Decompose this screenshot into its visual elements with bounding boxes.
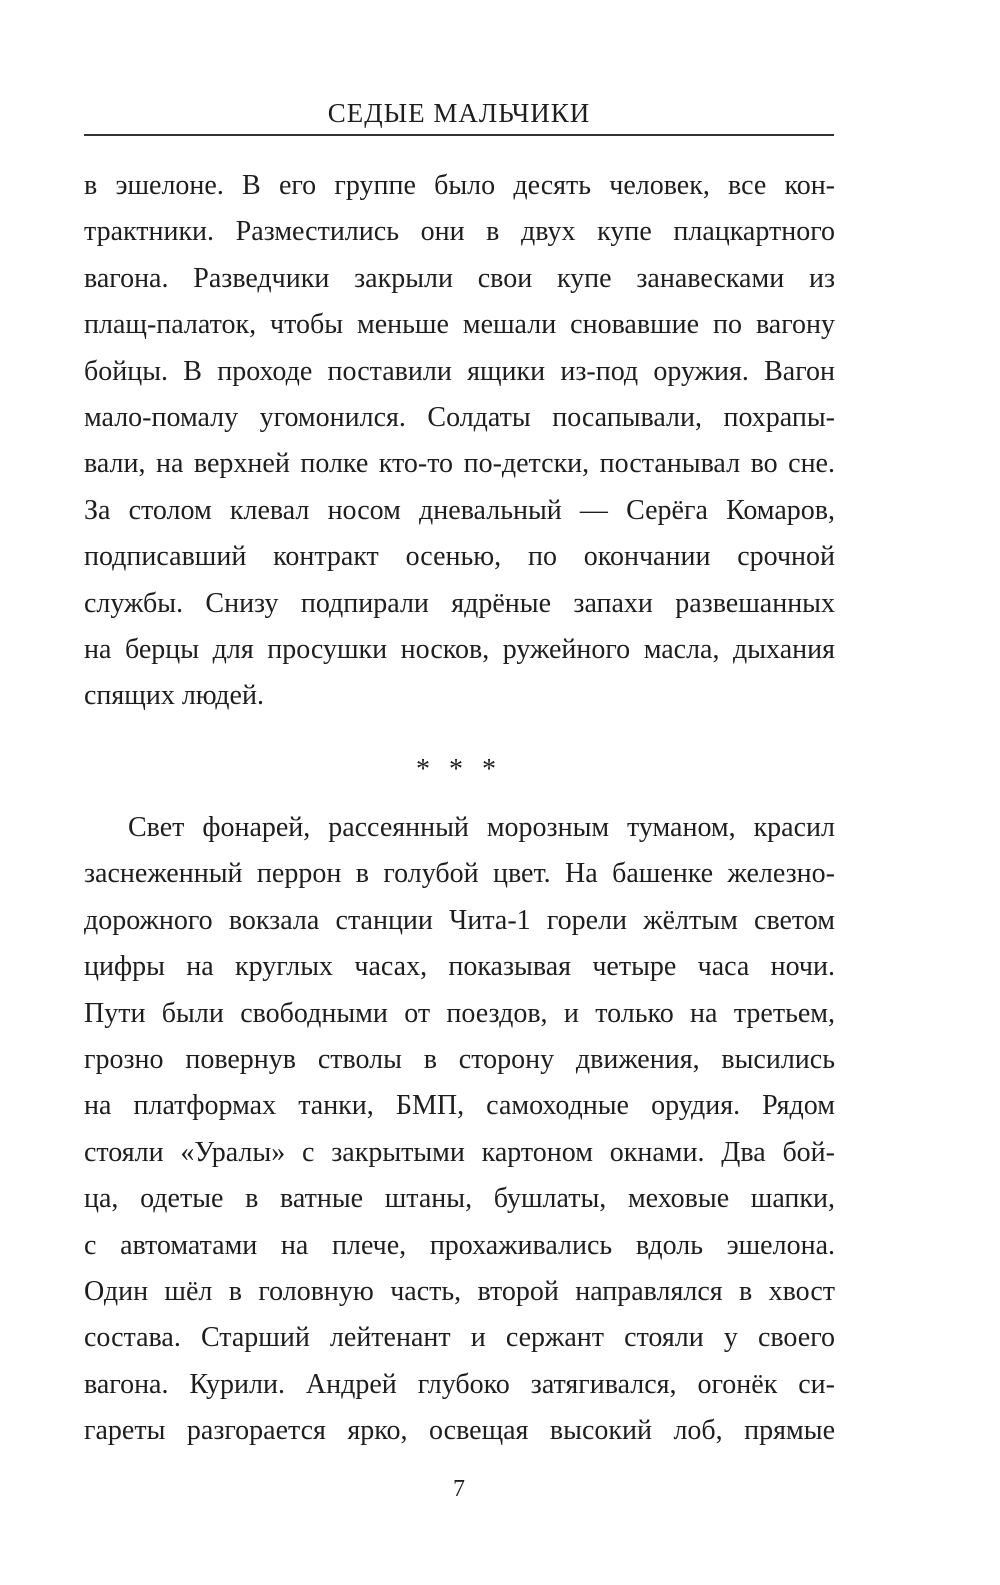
text-line: заснеженный перрон в голубой цвет. На башенке железно- <box>84 858 835 890</box>
text-line: Свет фонарей, рассеянный морозным туманом, красил <box>128 812 835 843</box>
text-line: плащ-палаток, чтобы меньше мешали сновавшие по вагону <box>84 309 835 341</box>
text-line: гареты разгорается ярко, освещая высокий лоб, прямые <box>84 1415 835 1447</box>
text-line: с автоматами на плече, прохаживались вдоль эшелона. <box>84 1229 835 1261</box>
text-line: мало-помалу угомонился. Солдаты посапывали, похрапы- <box>84 401 835 433</box>
text-line: спящих людей. <box>84 680 264 712</box>
text-line: трактники. Разместились они в двух купе плацкартного <box>84 216 835 248</box>
running-head: СЕДЫЕ МАЛЬЧИКИ <box>327 98 591 128</box>
text-line: Пути были свободными от поездов, и только на третьем, <box>84 997 835 1029</box>
text-line: вали, на верхней полке кто-то по-детски, постанывал во сне. <box>84 448 835 480</box>
text-line: стояли «Уралы» с закрытыми картоном окнами. Два бой- <box>84 1136 835 1168</box>
text-line: цифры на круглых часах, показывая четыре часа ночи. <box>84 951 835 983</box>
paragraph-new-scene <box>84 805 835 1454</box>
header-rule <box>84 134 834 136</box>
text-line: на берцы для просушки носков, ружейного масла, дыхания <box>84 633 835 665</box>
text-line: в эшелоне. В его группе было десять человек, все кон- <box>84 170 835 201</box>
page-number: 7 <box>453 1476 465 1502</box>
paragraph-continued <box>84 163 835 720</box>
text-line: на платформах танки, БМП, самоходные орудия. Рядом <box>84 1090 835 1122</box>
text-line: дорожного вокзала станции Чита-1 горели жёлтым светом <box>84 904 835 936</box>
scene-break: * * * <box>416 754 502 785</box>
text-line: подписавший контракт осенью, по окончании срочной <box>84 541 835 573</box>
text-line: За столом клевал носом дневальный — Серёга Комаров, <box>84 494 835 526</box>
text-line: бойцы. В проходе поставили ящики из-под оружия. Вагон <box>84 355 835 387</box>
text-line: Один шёл в головную часть, второй направлялся в хвост <box>84 1275 835 1307</box>
text-line: вагона. Курили. Андрей глубоко затягивался, огонёк си- <box>84 1368 835 1400</box>
text-line: грозно повернув стволы в сторону движения, высились <box>84 1043 835 1075</box>
text-line: службы. Снизу подпирали ядрёные запахи развешанных <box>84 587 835 619</box>
text-line: состава. Старший лейтенант и сержант стояли у своего <box>84 1322 835 1354</box>
text-line: ца, одетые в ватные штаны, бушлаты, меховые шапки, <box>84 1183 835 1215</box>
text-line: вагона. Разведчики закрыли свои купе занавесками из <box>84 262 835 294</box>
